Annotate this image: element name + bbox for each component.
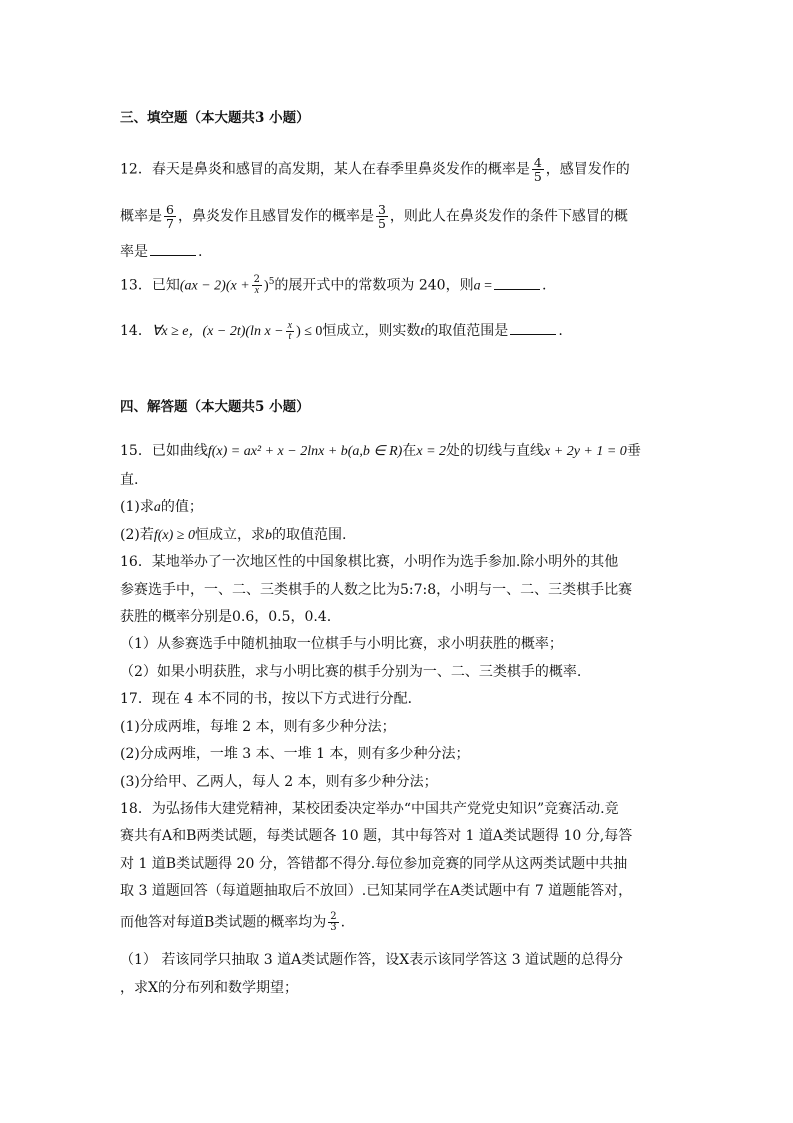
question-18-line-3: 对 1 道B类试题得 20 分，答错都不得分.每位参加竞赛的同学从这两类试题中共抽 <box>120 856 628 872</box>
question-16-part-2: （2）如果小明获胜，求与小明比赛的棋手分别为一、二、三类棋手的概率. <box>120 664 582 680</box>
q14-expression: ∀x ≥ e，(x − 2t)(ln x − <box>151 324 284 339</box>
section-heading-answer: 四、解答题（本大题共5 小题） <box>120 399 310 415</box>
question-17-part-2: (2)分成两堆，一堆 3 本、一堆 1 本，则有多少种分法； <box>120 746 470 762</box>
q12-text: ，鼻炎发作且感冒发作的概率是 <box>177 208 374 225</box>
question-12-line-1 <box>120 156 630 183</box>
q12-text: 12．春天是鼻炎和感冒的高发期，某人在春季里鼻炎发作的概率是 <box>120 161 530 178</box>
question-17-part-1: (1)分成两堆，每堆 2 本，则有多少种分法； <box>120 719 396 735</box>
answer-blank[interactable] <box>494 275 540 290</box>
fraction-2-3: $\frac{2}{3}$ <box>330 911 337 933</box>
question-18-part-1-cont: ，求X的分布列和数学期望； <box>120 980 298 996</box>
question-16-line-1: 16．某地举办了一次地区性的中国象棋比赛，小明作为选手参加.除小明外的其他 <box>120 554 619 570</box>
q12-text: 概率是 <box>120 208 162 225</box>
answer-blank[interactable] <box>150 241 196 256</box>
fraction-x-t: $\frac{x}{t}$ <box>287 319 293 342</box>
question-18-line-2: 赛共有A和B两类试题，每类试题各 10 题，其中每答对 1 道A类试题得 10 分,每答 <box>120 828 633 844</box>
fraction-3-5: $\frac{3}{5}$ <box>377 202 386 231</box>
fraction-2-x: $\frac{2}{x}$ <box>253 274 261 297</box>
question-18-line-5: 而他答对每道B类试题的概率均为 $\frac{2}{3}$ . <box>120 911 346 933</box>
question-18-line-1: 18．为弘扬伟大建党精神，某校团委决定举办“中国共产党党史知识”竞赛活动.竞 <box>120 801 619 817</box>
question-12-line-3: 率是 . <box>120 241 202 262</box>
question-15-part-1: (1)求a的值； <box>120 499 203 515</box>
answer-blank[interactable] <box>510 320 556 335</box>
q12-text: ，感冒发作的 <box>545 161 630 178</box>
question-17-line-1: 17．现在 4 本不同的书，按以下方式进行分配． <box>120 691 422 707</box>
question-12-line-2 <box>120 203 628 230</box>
question-18-part-1: （1） 若该同学只抽取 3 道A类试题作答，设X表示该同学答这 3 道试题的总得分 <box>120 952 624 968</box>
fraction-4-5: $\frac{4}{5}$ <box>533 155 542 184</box>
question-15-part-2: (2)若f(x) ≥ 0恒成立，求b的取值范围. <box>120 527 347 543</box>
section-heading-fill-in: 三、填空题（本大题共3 小题） <box>120 110 310 126</box>
question-14: 14．∀x ≥ e，(x − 2t)(ln x − $\frac{x}{t}$ ) ≤ 0恒成立，则实数t的取值范围是 . <box>120 319 563 342</box>
question-18-line-4: 取 3 道题回答（每道题抽取后不放回）.已知某同学在A类试题中有 7 道题能答对， <box>120 883 633 899</box>
fraction-6-7: $\frac{6}{7}$ <box>166 202 174 231</box>
question-16-line-2: 参赛选手中，一、二、三类棋手的人数之比为5:7:8，小明与一、二、三类棋手比赛 <box>120 582 633 598</box>
question-15-line-2: 直. <box>120 472 139 488</box>
question-15-line-1: 15．已如曲线f(x) = ax² + x − 2lnx + b(a,b ∈ R)在x = 2处的切线与直线x + 2y + 1 = 0垂 <box>120 443 641 459</box>
q12-text: ，则此人在鼻炎发作的条件下感冒的概 <box>389 208 628 225</box>
question-16-line-3: 获胜的概率分别是0.6，0.5，0.4. <box>120 609 332 625</box>
question-13: 13．已知(ax − 2)(x + $\frac{2}{x}$ )$^5$的展开式中的常数项为 240，则a = . <box>120 274 547 297</box>
question-17-part-3: (3)分给甲、乙两人，每人 2 本，则有多少种分法； <box>120 774 438 790</box>
question-16-part-1: （1）从参赛选手中随机抽取一位棋手与小明比赛，求小明获胜的概率； <box>120 636 563 652</box>
q13-expression: (ax − 2)(x + <box>179 278 250 294</box>
q15-function: f(x) = ax² + x − 2lnx + b(a,b ∈ R) <box>207 444 403 459</box>
